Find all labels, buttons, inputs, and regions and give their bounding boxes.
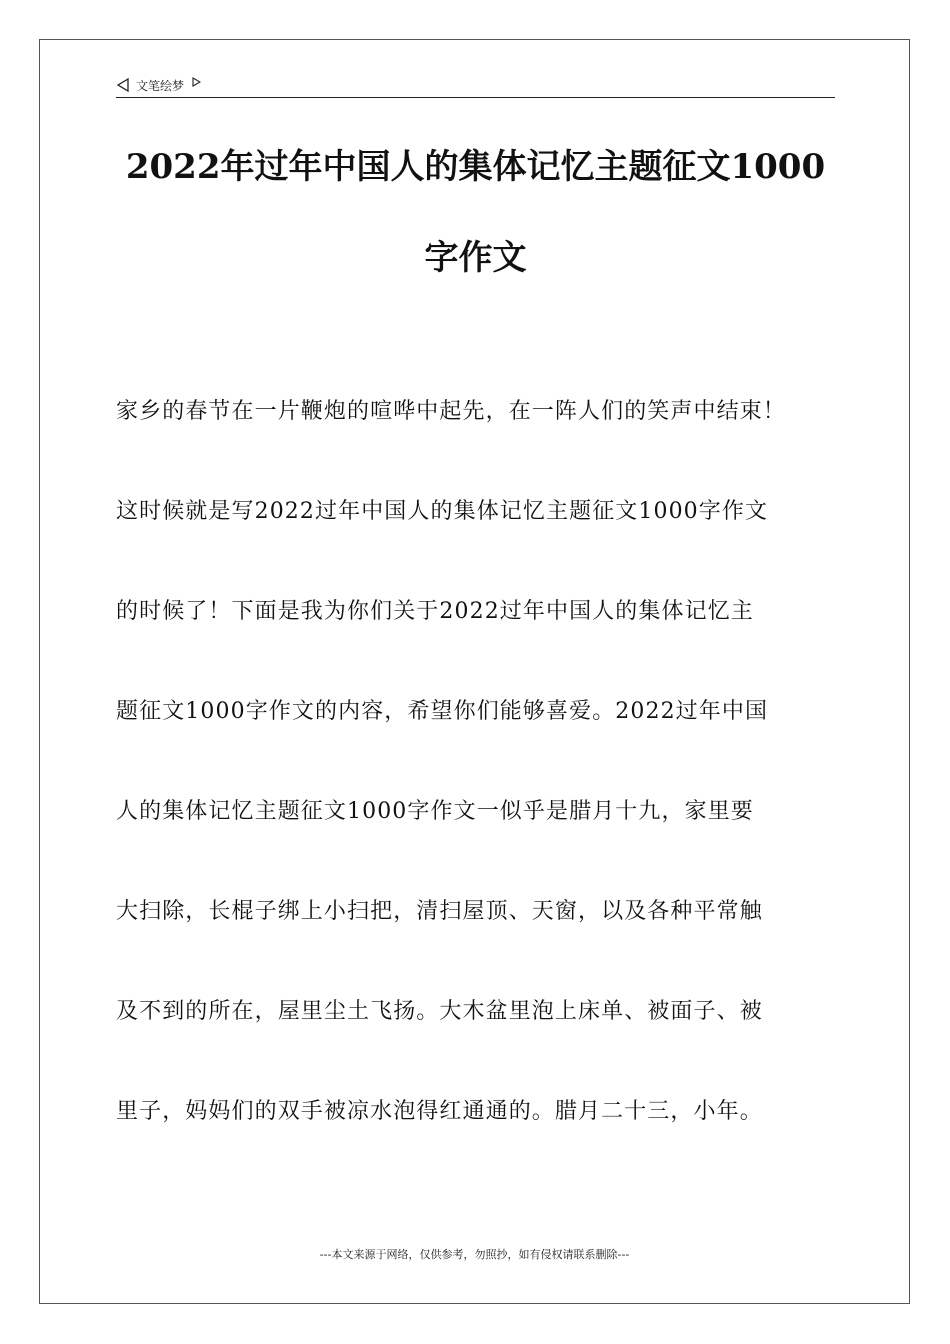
body-line: 大扫除，长棍子绑上小扫把，清扫屋顶、天窗，以及各种平常触	[116, 899, 763, 924]
body-line: 里子，妈妈们的双手被凉水泡得红通通的。腊月二十三，小年。	[116, 1099, 763, 1124]
body-line: 这时候就是写2022过年中国人的集体记忆主题征文1000字作文	[116, 499, 769, 524]
body-line: 的时候了！下面是我为你们关于2022过年中国人的集体记忆主	[116, 599, 754, 624]
triangle-right-outline-icon	[192, 77, 201, 87]
site-name: 文笔绘梦	[136, 78, 185, 93]
body-line: 题征文1000字作文的内容，希望你们能够喜爱。2022过年中国	[116, 699, 769, 724]
body-line: 及不到的所在，屋里尘土飞扬。大木盆里泡上床单、被面子、被	[116, 999, 763, 1024]
footer-notice: ---本文来源于网络，仅供参考，勿照抄，如有侵权请联系删除---	[319, 1248, 630, 1261]
header-divider	[116, 97, 835, 98]
body-line: 家乡的春节在一片鞭炮的喧哗中起先，在一阵人们的笑声中结束！	[116, 399, 786, 424]
document-title: 2022年过年中国人的集体记忆主题征文1000字作文	[125, 147, 826, 278]
body-line: 人的集体记忆主题征文1000字作文一似乎是腊月十九，家里要	[116, 799, 754, 824]
triangle-left-outline-icon	[116, 78, 130, 92]
document-body	[116, 362, 838, 1162]
page-header	[116, 74, 201, 96]
